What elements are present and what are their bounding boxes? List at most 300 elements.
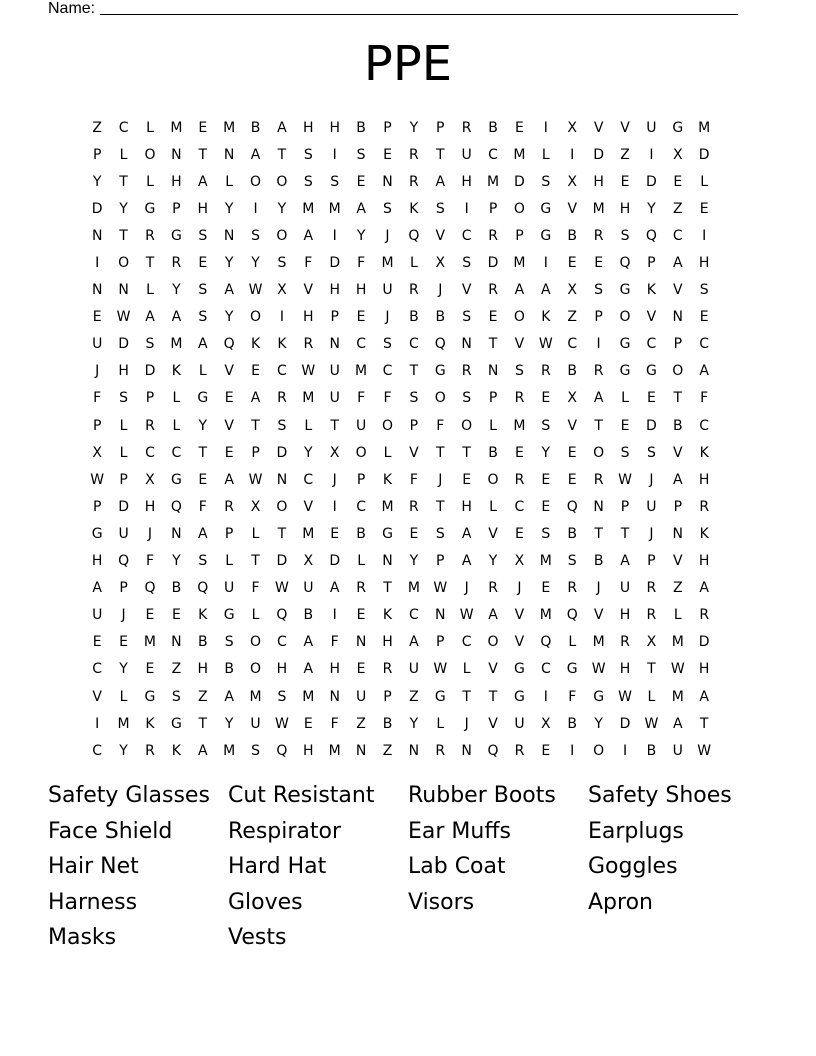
word-list-item: Gloves bbox=[228, 889, 303, 915]
grid-letter: N bbox=[461, 336, 472, 353]
grid-letter: Z bbox=[620, 146, 630, 163]
grid-letter: E bbox=[92, 309, 102, 326]
grid-letter: G bbox=[170, 471, 182, 488]
grid-letter: Q bbox=[487, 742, 499, 759]
grid-letter: O bbox=[118, 255, 130, 272]
grid-letter: N bbox=[593, 498, 604, 515]
grid-letter: B bbox=[646, 742, 657, 759]
grid-letter: J bbox=[385, 227, 390, 244]
grid-letter: O bbox=[250, 173, 262, 190]
grid-letter: L bbox=[172, 417, 181, 434]
grid-letter: K bbox=[250, 336, 261, 353]
grid-letter: H bbox=[144, 498, 156, 515]
grid-letter: C bbox=[567, 336, 578, 353]
grid-letter: X bbox=[303, 553, 314, 570]
grid-letter: S bbox=[435, 200, 445, 217]
grid-letter: U bbox=[303, 580, 314, 597]
grid-letter: I bbox=[253, 200, 258, 217]
grid-letter: X bbox=[145, 471, 155, 488]
grid-letter: D bbox=[514, 173, 525, 190]
grid-letter: I bbox=[543, 688, 548, 705]
grid-letter: U bbox=[672, 742, 683, 759]
grid-letter: Q bbox=[566, 607, 578, 624]
grid-letter: E bbox=[541, 580, 551, 597]
grid-letter: E bbox=[198, 119, 208, 136]
page-title: PPE bbox=[363, 36, 453, 92]
word-list-item: Safety Glasses bbox=[48, 783, 210, 808]
grid-letter: D bbox=[329, 553, 341, 570]
grid-letter: A bbox=[461, 525, 472, 542]
grid-row bbox=[84, 249, 744, 276]
grid-letter: K bbox=[277, 336, 287, 353]
grid-letter: K bbox=[171, 742, 181, 759]
grid-letter: I bbox=[464, 200, 469, 217]
grid-letter: L bbox=[383, 444, 392, 461]
grid-letter: V bbox=[461, 282, 472, 299]
grid-letter: B bbox=[250, 119, 261, 136]
grid-letter: V bbox=[593, 607, 604, 624]
grid-letter: C bbox=[461, 227, 472, 244]
name-label: Name: bbox=[48, 0, 96, 17]
grid-letter: F bbox=[357, 390, 366, 407]
grid-letter: Y bbox=[172, 282, 181, 299]
grid-letter: L bbox=[436, 715, 445, 732]
grid-letter: D bbox=[276, 444, 288, 461]
grid-letter: R bbox=[488, 580, 498, 597]
grid-letter: E bbox=[699, 200, 709, 217]
grid-letter: Y bbox=[488, 553, 498, 570]
grid-letter: X bbox=[567, 119, 578, 136]
grid-letter: R bbox=[409, 173, 419, 190]
grid-letter: L bbox=[119, 146, 128, 163]
grid-letter: C bbox=[540, 661, 551, 678]
grid-letter: B bbox=[672, 417, 683, 434]
grid-letter: E bbox=[198, 255, 208, 272]
grid-letter: N bbox=[672, 525, 684, 542]
grid-letter: A bbox=[435, 173, 446, 190]
grid-letter: S bbox=[251, 227, 260, 244]
grid-row bbox=[84, 656, 744, 683]
grid-letter: P bbox=[119, 580, 128, 597]
grid-letter: Q bbox=[223, 336, 235, 353]
grid-letter: H bbox=[197, 200, 209, 217]
grid-letter: F bbox=[251, 580, 260, 597]
grid-letter: L bbox=[621, 390, 629, 407]
grid-letter: B bbox=[303, 607, 314, 624]
grid-letter: F bbox=[700, 390, 709, 407]
grid-letter: W bbox=[433, 580, 448, 597]
grid-letter: R bbox=[620, 634, 630, 651]
grid-letter: R bbox=[540, 363, 551, 380]
word-list-item: Apron bbox=[588, 889, 653, 915]
grid-letter: C bbox=[145, 444, 155, 461]
grid-letter: Y bbox=[541, 444, 551, 461]
grid-letter: T bbox=[488, 688, 498, 705]
grid-letter: N bbox=[329, 336, 340, 353]
grid-letter: B bbox=[197, 634, 208, 651]
grid-letter: Y bbox=[594, 715, 603, 732]
grid-letter: L bbox=[647, 688, 656, 705]
grid-letter: M bbox=[513, 417, 526, 434]
grid-letter: U bbox=[646, 119, 657, 136]
grid-letter: T bbox=[409, 363, 419, 380]
grid-row bbox=[84, 710, 744, 737]
grid-letter: R bbox=[514, 742, 525, 759]
grid-letter: C bbox=[277, 634, 287, 651]
grid-letter: G bbox=[434, 363, 446, 380]
grid-letter: I bbox=[570, 742, 575, 759]
grid-letter: U bbox=[646, 498, 657, 515]
word-list-item: Earplugs bbox=[588, 818, 684, 844]
grid-letter: U bbox=[92, 607, 103, 624]
grid-letter: M bbox=[671, 634, 684, 651]
grid-letter: V bbox=[435, 227, 446, 244]
grid-letter: K bbox=[646, 282, 656, 299]
grid-letter: P bbox=[383, 119, 392, 136]
grid-letter: G bbox=[540, 227, 552, 244]
grid-letter: Q bbox=[276, 742, 288, 759]
grid-row bbox=[84, 412, 744, 439]
grid-letter: D bbox=[118, 498, 129, 515]
grid-letter: V bbox=[673, 444, 683, 461]
grid-letter: G bbox=[170, 227, 182, 244]
word-list-item: Ear Muffs bbox=[408, 818, 511, 844]
grid-row bbox=[84, 466, 744, 493]
grid-letter: E bbox=[383, 146, 392, 163]
grid-letter: C bbox=[461, 634, 472, 651]
grid-letter: I bbox=[543, 119, 548, 136]
grid-letter: N bbox=[91, 227, 103, 244]
grid-letter: M bbox=[671, 688, 684, 705]
grid-letter: T bbox=[145, 255, 155, 272]
grid-letter: U bbox=[224, 580, 235, 597]
grid-letter: B bbox=[435, 309, 446, 326]
grid-letter: Y bbox=[92, 173, 102, 190]
grid-letter: J bbox=[517, 580, 522, 597]
grid-letter: N bbox=[672, 309, 684, 326]
grid-letter: L bbox=[225, 553, 234, 570]
grid-letter: E bbox=[515, 119, 524, 136]
grid-letter: L bbox=[198, 363, 207, 380]
grid-letter: W bbox=[670, 661, 685, 678]
grid-letter: A bbox=[329, 580, 340, 597]
grid-letter: P bbox=[488, 390, 498, 407]
grid-letter: E bbox=[356, 173, 366, 190]
grid-letter: Q bbox=[434, 336, 446, 353]
grid-letter: F bbox=[357, 255, 366, 272]
grid-letter: C bbox=[356, 336, 366, 353]
grid-letter: O bbox=[593, 444, 605, 461]
grid-letter: W bbox=[591, 661, 606, 678]
grid-letter: L bbox=[119, 417, 128, 434]
grid-letter: M bbox=[592, 634, 605, 651]
grid-letter: R bbox=[699, 498, 710, 515]
word-list-item: Hair Net bbox=[48, 854, 139, 880]
grid-letter: D bbox=[329, 255, 341, 272]
grid-letter: G bbox=[197, 390, 209, 407]
grid-letter: V bbox=[673, 282, 683, 299]
grid-letter: F bbox=[304, 255, 313, 272]
grid-letter: X bbox=[567, 282, 578, 299]
grid-letter: H bbox=[303, 119, 314, 136]
grid-letter: G bbox=[170, 715, 182, 732]
grid-letter: Z bbox=[197, 688, 208, 705]
grid-letter: I bbox=[649, 146, 654, 163]
name-underline bbox=[100, 14, 738, 15]
grid-row bbox=[84, 222, 744, 249]
grid-letter: I bbox=[543, 255, 548, 272]
grid-letter: O bbox=[276, 227, 288, 244]
grid-letter: J bbox=[95, 363, 100, 380]
grid-letter: D bbox=[144, 363, 156, 380]
grid-letter: W bbox=[248, 471, 263, 488]
word-list-item: Vests bbox=[228, 925, 287, 951]
grid-letter: L bbox=[251, 525, 260, 542]
grid-letter: I bbox=[702, 227, 707, 244]
grid-letter: V bbox=[409, 444, 419, 461]
grid-letter: E bbox=[145, 607, 155, 624]
grid-letter: W bbox=[90, 471, 105, 488]
grid-letter: B bbox=[409, 309, 419, 326]
grid-letter: I bbox=[332, 227, 337, 244]
grid-letter: O bbox=[513, 200, 525, 217]
grid-letter: S bbox=[198, 309, 208, 326]
grid-letter: E bbox=[567, 444, 577, 461]
grid-letter: R bbox=[145, 227, 155, 244]
grid-letter: T bbox=[594, 525, 603, 542]
grid-letter: Y bbox=[224, 309, 234, 326]
grid-letter: M bbox=[143, 634, 157, 651]
grid-letter: N bbox=[355, 742, 367, 759]
grid-letter: W bbox=[459, 607, 474, 624]
grid-letter: N bbox=[355, 634, 367, 651]
grid-letter: I bbox=[95, 255, 100, 272]
grid-letter: T bbox=[673, 390, 683, 407]
grid-letter: Y bbox=[119, 200, 128, 217]
grid-letter: M bbox=[117, 715, 130, 732]
grid-letter: U bbox=[382, 282, 393, 299]
grid-letter: I bbox=[570, 146, 575, 163]
grid-row bbox=[84, 575, 744, 602]
grid-letter: M bbox=[302, 688, 315, 705]
grid-letter: O bbox=[276, 498, 288, 515]
grid-letter: C bbox=[672, 227, 683, 244]
grid-letter: T bbox=[277, 146, 287, 163]
grid-letter: Q bbox=[276, 607, 288, 624]
grid-letter: P bbox=[436, 634, 445, 651]
grid-letter: N bbox=[171, 146, 182, 163]
grid-letter: R bbox=[409, 282, 419, 299]
grid-letter: S bbox=[277, 417, 287, 434]
grid-letter: E bbox=[567, 471, 577, 488]
grid-letter: G bbox=[91, 525, 103, 542]
grid-letter: E bbox=[488, 309, 498, 326]
grid-letter: W bbox=[433, 661, 448, 678]
grid-letter: M bbox=[592, 200, 605, 217]
grid-letter: S bbox=[620, 227, 630, 244]
grid-letter: G bbox=[619, 363, 631, 380]
grid-letter: U bbox=[355, 417, 367, 434]
grid-letter: P bbox=[673, 498, 683, 515]
grid-letter: C bbox=[118, 119, 129, 136]
grid-letter: A bbox=[488, 607, 498, 624]
grid-letter: G bbox=[566, 661, 578, 678]
grid-letter: N bbox=[171, 634, 182, 651]
grid-letter: S bbox=[198, 553, 208, 570]
grid-letter: A bbox=[197, 336, 208, 353]
grid-letter: A bbox=[409, 634, 419, 651]
word-list-item: Face Shield bbox=[48, 818, 173, 844]
grid-letter: N bbox=[223, 227, 235, 244]
grid-letter: E bbox=[515, 525, 524, 542]
word-list-item: Masks bbox=[48, 925, 117, 951]
grid-letter: U bbox=[92, 336, 103, 353]
grid-letter: V bbox=[224, 363, 234, 380]
grid-letter: A bbox=[277, 119, 287, 136]
grid-letter: S bbox=[251, 742, 260, 759]
grid-letter: Y bbox=[409, 553, 419, 570]
grid-letter: S bbox=[409, 390, 419, 407]
grid-letter: C bbox=[171, 444, 182, 461]
grid-letter: T bbox=[462, 444, 471, 461]
grid-letter: U bbox=[118, 525, 129, 542]
grid-letter: R bbox=[145, 742, 155, 759]
word-list-item: Rubber Boots bbox=[408, 783, 556, 808]
grid-letter: W bbox=[116, 309, 131, 326]
grid-letter: C bbox=[92, 742, 103, 759]
grid-letter: L bbox=[409, 255, 418, 272]
grid-letter: K bbox=[145, 715, 155, 732]
grid-letter: S bbox=[541, 417, 551, 434]
grid-letter: A bbox=[461, 553, 472, 570]
word-list bbox=[48, 778, 768, 956]
grid-letter: K bbox=[699, 444, 709, 461]
grid-letter: Y bbox=[277, 200, 287, 217]
grid-letter: C bbox=[356, 498, 366, 515]
grid-letter: E bbox=[409, 525, 419, 542]
grid-letter: O bbox=[513, 309, 525, 326]
grid-letter: I bbox=[95, 715, 100, 732]
grid-letter: J bbox=[385, 309, 390, 326]
grid-letter: R bbox=[488, 282, 498, 299]
grid-letter: C bbox=[382, 363, 393, 380]
grid-letter: T bbox=[251, 417, 260, 434]
grid-letter: U bbox=[329, 390, 340, 407]
grid-letter: G bbox=[514, 688, 525, 705]
grid-letter: O bbox=[593, 742, 605, 759]
grid-letter: S bbox=[119, 390, 129, 407]
grid-row bbox=[84, 277, 744, 304]
grid-letter: E bbox=[171, 607, 181, 624]
grid-letter: J bbox=[438, 282, 443, 299]
grid-letter: V bbox=[646, 309, 657, 326]
grid-letter: P bbox=[673, 336, 683, 353]
grid-letter: P bbox=[488, 200, 498, 217]
grid-letter: E bbox=[92, 634, 102, 651]
grid-letter: B bbox=[488, 119, 498, 136]
grid-letter: T bbox=[277, 525, 287, 542]
grid-letter: P bbox=[647, 553, 656, 570]
grid-letter: T bbox=[435, 146, 445, 163]
grid-letter: D bbox=[698, 634, 710, 651]
grid-letter: T bbox=[594, 417, 603, 434]
grid-letter: V bbox=[673, 553, 683, 570]
grid-letter: A bbox=[197, 742, 208, 759]
grid-letter: H bbox=[329, 119, 340, 136]
grid-letter: E bbox=[620, 417, 630, 434]
grid-letter: B bbox=[593, 553, 604, 570]
grid-letter: M bbox=[302, 200, 315, 217]
grid-letter: H bbox=[619, 661, 631, 678]
grid-letter: M bbox=[302, 390, 315, 407]
grid-row bbox=[84, 439, 744, 466]
grid-letter: M bbox=[407, 580, 420, 597]
grid-letter: E bbox=[303, 715, 313, 732]
grid-letter: N bbox=[329, 688, 340, 705]
grid-letter: S bbox=[145, 336, 155, 353]
grid-letter: S bbox=[541, 173, 551, 190]
grid-letter: M bbox=[328, 742, 341, 759]
grid-letter: O bbox=[355, 444, 367, 461]
grid-letter: D bbox=[646, 173, 657, 190]
grid-letter: H bbox=[698, 553, 710, 570]
grid-letter: E bbox=[198, 471, 208, 488]
grid-letter: C bbox=[408, 336, 419, 353]
name-field bbox=[48, 0, 738, 18]
grid-letter: E bbox=[356, 309, 366, 326]
grid-letter: L bbox=[700, 173, 709, 190]
grid-letter: Y bbox=[251, 255, 260, 272]
grid-letter: K bbox=[171, 363, 181, 380]
grid-letter: S bbox=[303, 146, 313, 163]
grid-letter: C bbox=[408, 607, 419, 624]
grid-letter: H bbox=[461, 498, 472, 515]
grid-letter: J bbox=[596, 580, 601, 597]
grid-letter: A bbox=[541, 282, 551, 299]
grid-letter: L bbox=[225, 173, 234, 190]
grid-letter: V bbox=[92, 688, 102, 705]
grid-letter: V bbox=[514, 634, 525, 651]
grid-letter: B bbox=[567, 715, 578, 732]
grid-letter: O bbox=[487, 634, 499, 651]
grid-letter: P bbox=[145, 390, 155, 407]
grid-letter: T bbox=[383, 580, 392, 597]
grid-letter: S bbox=[383, 336, 392, 353]
grid-letter: E bbox=[594, 255, 604, 272]
grid-letter: Y bbox=[647, 200, 656, 217]
grid-letter: E bbox=[673, 173, 683, 190]
grid-letter: I bbox=[279, 309, 284, 326]
grid-letter: M bbox=[539, 607, 552, 624]
grid-letter: L bbox=[119, 444, 128, 461]
grid-letter: H bbox=[118, 363, 129, 380]
grid-letter: X bbox=[329, 444, 340, 461]
grid-letter: Y bbox=[409, 119, 419, 136]
grid-letter: R bbox=[382, 661, 393, 678]
grid-letter: T bbox=[647, 661, 656, 678]
grid-letter: D bbox=[698, 146, 710, 163]
grid-letter: A bbox=[303, 227, 314, 244]
grid-letter: D bbox=[118, 336, 129, 353]
grid-letter: X bbox=[541, 715, 551, 732]
word-search-grid bbox=[84, 114, 744, 764]
grid-letter: A bbox=[699, 580, 709, 597]
grid-letter: L bbox=[119, 688, 128, 705]
grid-letter: A bbox=[699, 688, 709, 705]
grid-letter: J bbox=[649, 525, 654, 542]
grid-letter: X bbox=[672, 146, 683, 163]
grid-letter: U bbox=[408, 661, 419, 678]
